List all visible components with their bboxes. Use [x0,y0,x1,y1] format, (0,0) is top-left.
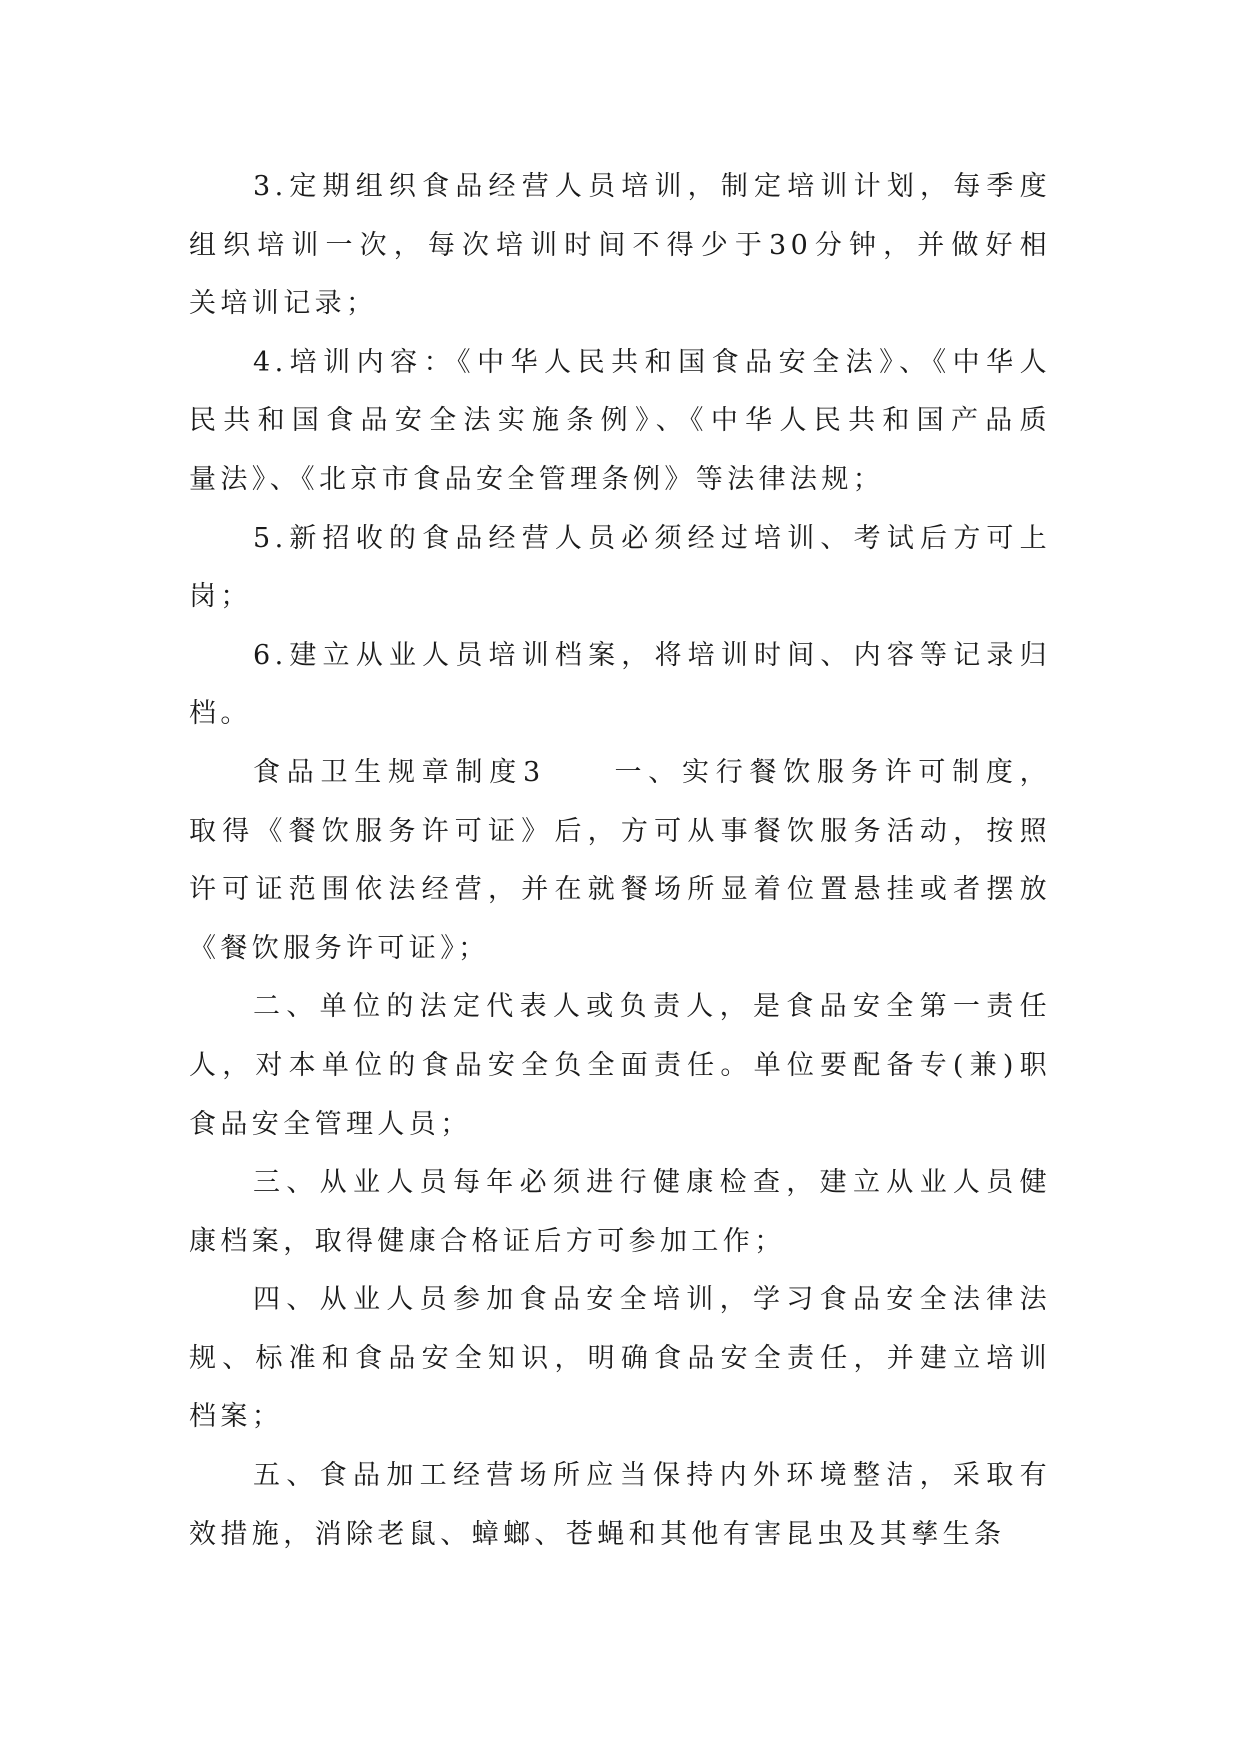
text-line: 食品卫生规章制度3 一、实行餐饮服务许可制度， [253,756,1051,788]
text-line: 规、标准和食品安全知识，明确食品安全责任，并建立培训 [189,1342,1051,1374]
paragraph [189,510,1051,627]
text-line: 档。 [189,698,252,730]
text-line: 《餐饮服务许可证》； [189,932,490,964]
text-line: 取得《餐饮服务许可证》后，方可从事餐饮服务活动，按照 [189,815,1051,847]
text-line: 三、从业人员每年必须进行健康检查，建立从业人员健 [253,1167,1051,1199]
text-line: 档案； [189,1401,284,1433]
text-line: 岗； [189,581,252,613]
paragraph [189,1271,1051,1447]
paragraph [189,158,1051,334]
paragraph [189,744,1051,978]
text-line: 二、单位的法定代表人或负责人，是食品安全第一责任 [253,991,1051,1023]
paragraph [189,627,1051,744]
document-body [189,158,1051,1564]
text-line: 关培训记录； [189,288,378,320]
text-line: 康档案，取得健康合格证后方可参加工作； [189,1225,786,1257]
text-line: 5.新招收的食品经营人员必须经过培训、考试后方可上 [253,522,1051,554]
text-line: 6.建立从业人员培训档案，将培训时间、内容等记录归 [253,639,1051,671]
text-line: 五、食品加工经营场所应当保持内外环境整洁，采取有 [253,1460,1051,1492]
text-line: 组织培训一次，每次培训时间不得少于30分钟，并做好相 [189,229,1051,261]
paragraph [189,1154,1051,1271]
text-line: 四、从业人员参加食品安全培训，学习食品安全法律法 [253,1284,1051,1316]
text-line: 民共和国食品安全法实施条例》、《中华人民共和国产品质 [189,405,1051,437]
paragraph [189,1447,1051,1564]
text-line: 4.培训内容：《中华人民共和国食品安全法》、《中华人 [253,346,1051,378]
paragraph [189,978,1051,1154]
text-line: 效措施，消除老鼠、蟑螂、苍蝇和其他有害昆虫及其孳生条 [189,1518,1006,1550]
text-line: 量法》、《北京市食品安全管理条例》等法律法规； [189,463,885,495]
text-line: 许可证范围依法经营，并在就餐场所显着位置悬挂或者摆放 [189,874,1051,906]
text-line: 食品安全管理人员； [189,1108,472,1140]
paragraph [189,334,1051,510]
text-line: 3.定期组织食品经营人员培训，制定培训计划，每季度 [253,171,1051,202]
text-line: 人，对本单位的食品安全负全面责任。单位要配备专(兼)职 [189,1049,1051,1081]
